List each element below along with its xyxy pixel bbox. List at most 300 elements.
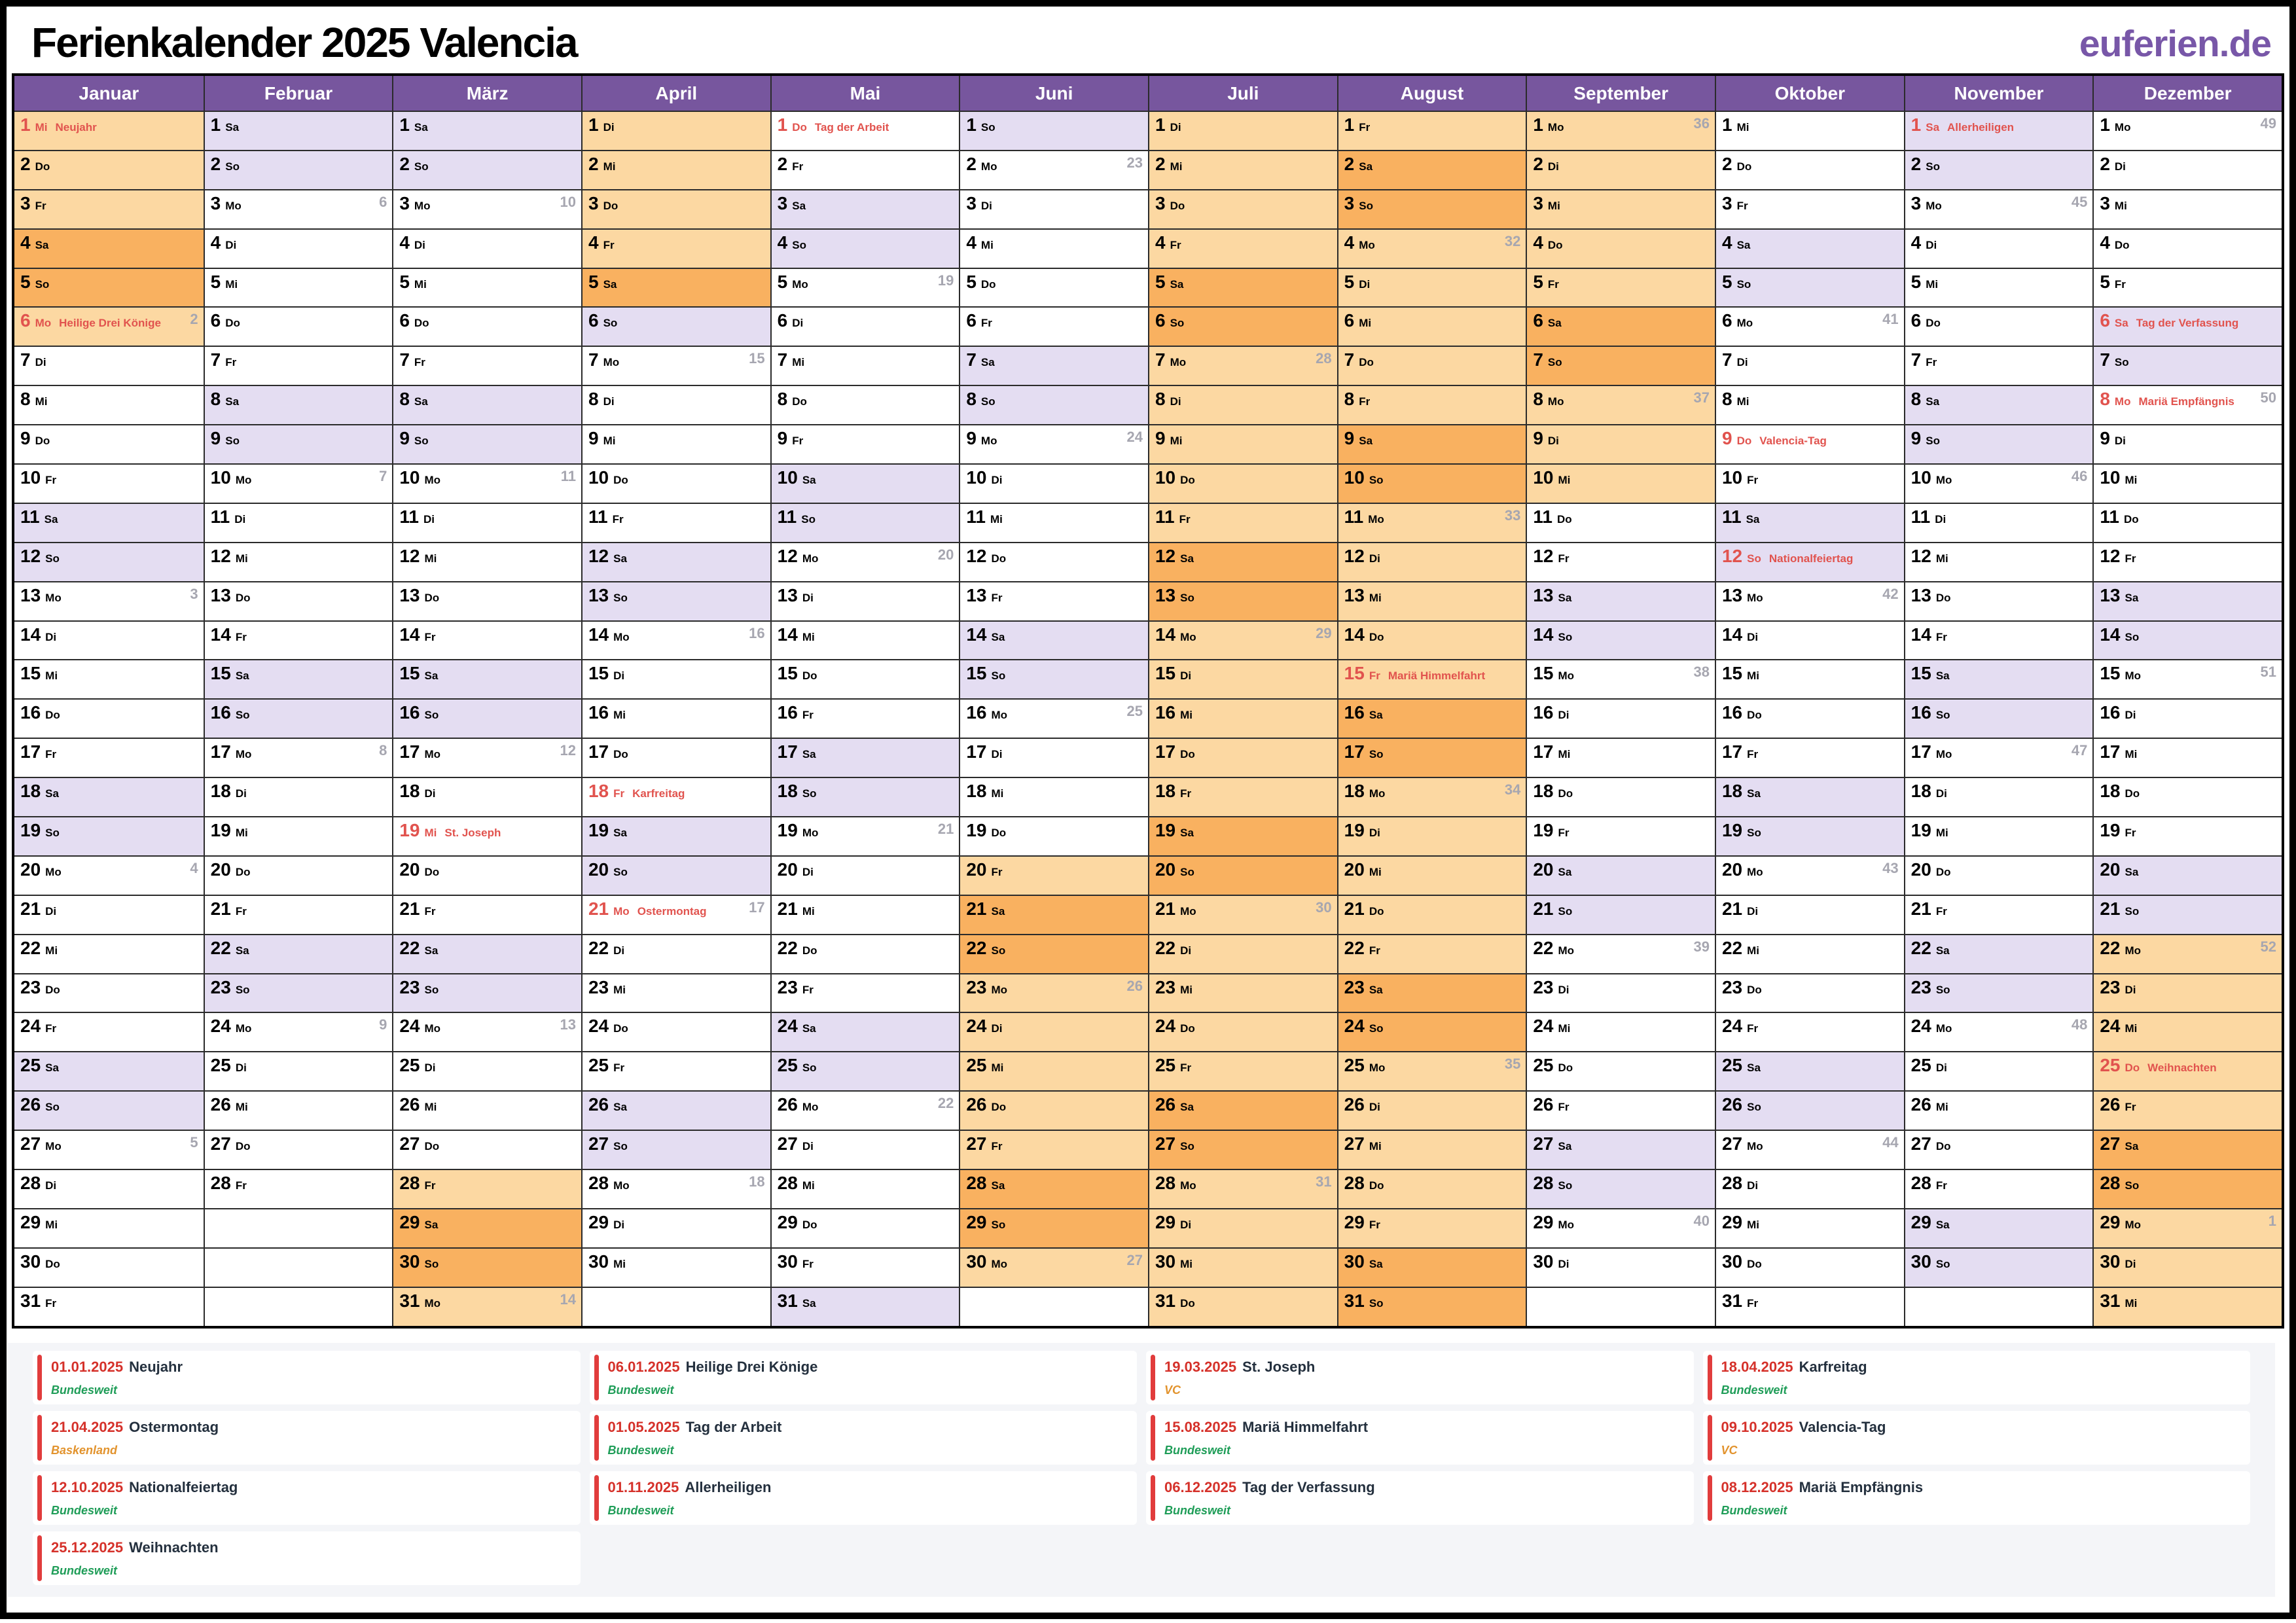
day-number: 1: [1155, 115, 1166, 135]
holiday-label: Mariä Empfängnis: [2138, 395, 2234, 408]
weekday-label: Di: [1369, 827, 1380, 840]
day-number: 26: [777, 1094, 798, 1115]
day-number: 2: [2100, 153, 2110, 174]
weekday-label: Fr: [991, 591, 1003, 604]
day-cell: [205, 1169, 393, 1208]
legend-holiday-name: St. Joseph: [1242, 1359, 1316, 1375]
day-cell: [1338, 581, 1526, 620]
day-number: 15: [399, 663, 420, 684]
day-number: 1: [1533, 115, 1543, 135]
day-number: 18: [588, 781, 609, 802]
day-cell: [583, 268, 770, 307]
day-cell: [1527, 228, 1715, 268]
day-number: 31: [399, 1290, 420, 1311]
day-cell: [205, 934, 393, 973]
day-cell: [1905, 1051, 2093, 1090]
week-number: 47: [2071, 742, 2088, 759]
day-number: 13: [588, 584, 609, 605]
weekday-label: Mo: [1180, 904, 1196, 918]
holiday-label: St. Joseph: [444, 827, 501, 840]
legend-item: [1703, 1471, 2251, 1525]
day-number: 12: [1533, 545, 1554, 566]
day-cell: [1149, 542, 1337, 581]
day-number: 19: [2100, 820, 2121, 841]
day-number: 30: [399, 1251, 420, 1272]
weekday-label: Mi: [414, 277, 427, 291]
day-number: 22: [1344, 937, 1365, 958]
weekday-label: Do: [225, 317, 240, 330]
weekday-label: Fr: [613, 787, 625, 800]
day-number: 26: [1155, 1094, 1176, 1115]
day-number: 30: [1155, 1251, 1176, 1272]
day-number: 8: [1910, 389, 1922, 410]
legend-scope: VC: [1164, 1383, 1181, 1397]
day-cell: [2094, 698, 2282, 738]
weekday-label: Sa: [1359, 435, 1373, 448]
day-cell: [393, 111, 581, 150]
week-number: 16: [749, 624, 765, 641]
weekday-label: Mo: [613, 904, 630, 918]
weekday-label: Fr: [45, 1022, 57, 1035]
day-number: 17: [210, 741, 231, 762]
week-number: 22: [937, 1095, 954, 1112]
weekday-label: Mo: [1747, 865, 1763, 878]
day-cell: [772, 1130, 960, 1169]
day-number: 3: [1910, 192, 1922, 213]
weekday-label: Fr: [1747, 1296, 1759, 1310]
legend-holiday-name: Tag der Verfassung: [1242, 1479, 1375, 1495]
weekday-label: Mi: [1935, 827, 1948, 840]
day-cell: [583, 738, 770, 777]
weekday-label: Do: [1547, 238, 1563, 251]
day-number: 6: [1344, 310, 1355, 331]
day-number: 30: [1721, 1251, 1743, 1272]
day-number: 1: [2100, 115, 2110, 135]
weekday-label: Mi: [424, 552, 437, 565]
day-cell: [393, 542, 581, 581]
day-number: 25: [399, 1055, 420, 1076]
weekday-label: Mi: [613, 1257, 626, 1270]
weekday-label: Sa: [1180, 552, 1194, 565]
weekday-label: Sa: [45, 1061, 59, 1075]
day-number: 6: [777, 310, 788, 331]
week-number: 18: [749, 1173, 765, 1190]
weekday-label: Sa: [802, 1296, 816, 1310]
day-cell: [1149, 150, 1337, 189]
day-cell: [1716, 1090, 1904, 1130]
day-cell: [14, 1090, 204, 1130]
day-cell: [583, 189, 770, 228]
day-number: 5: [966, 271, 977, 292]
legend-date: 19.03.2025: [1164, 1359, 1237, 1375]
weekday-label: Do: [2123, 512, 2139, 526]
weekday-label: Sa: [44, 512, 58, 526]
day-cell: [1905, 1012, 2093, 1051]
weekday-label: So: [1369, 748, 1384, 761]
weekday-label: Mi: [235, 552, 248, 565]
day-cell: [393, 228, 581, 268]
day-cell: [14, 738, 204, 777]
day-number: 23: [966, 976, 987, 997]
week-number: 8: [379, 742, 387, 759]
weekday-label: Di: [603, 121, 615, 134]
weekday-label: So: [802, 1061, 817, 1075]
day-cell: [960, 228, 1148, 268]
weekday-label: Mo: [35, 317, 52, 330]
holiday-label: Tag der Arbeit: [814, 121, 889, 134]
day-cell: [772, 1012, 960, 1051]
day-number: 11: [1721, 506, 1742, 527]
day-cell: [2094, 620, 2282, 660]
day-cell: [1149, 620, 1337, 660]
week-number: 28: [1316, 350, 1332, 367]
week-number: 4: [190, 859, 198, 876]
day-cell: [772, 1247, 960, 1287]
day-number: 16: [1910, 702, 1931, 723]
month-column: [770, 76, 960, 1326]
day-cell: [1527, 620, 1715, 660]
day-cell: [205, 189, 393, 228]
weekday-label: Do: [1558, 787, 1573, 800]
weekday-label: So: [1369, 1296, 1384, 1310]
weekday-label: Mo: [792, 277, 808, 291]
day-number: 21: [1721, 898, 1743, 919]
weekday-label: Di: [45, 904, 57, 918]
day-cell: [393, 1169, 581, 1208]
weekday-label: Sa: [792, 199, 806, 212]
day-number: 2: [399, 153, 410, 174]
day-cell: [393, 934, 581, 973]
weekday-label: Di: [424, 787, 436, 800]
day-cell: [1338, 738, 1526, 777]
day-number: 3: [966, 192, 977, 213]
day-number: 13: [1910, 584, 1931, 605]
weekday-label: Di: [1180, 944, 1192, 957]
week-number: 9: [379, 1016, 387, 1033]
weekday-label: Mi: [45, 944, 58, 957]
weekday-label: Sa: [1359, 160, 1373, 173]
day-cell: [2094, 816, 2282, 855]
weekday-label: Sa: [1180, 827, 1194, 840]
weekday-label: So: [1180, 865, 1194, 878]
day-number: 25: [1344, 1055, 1365, 1076]
day-cell: [772, 698, 960, 738]
day-number: 23: [399, 976, 420, 997]
day-cell: [1716, 542, 1904, 581]
weekday-label: Mi: [1547, 199, 1560, 212]
weekday-label: So: [1747, 1101, 1761, 1114]
day-number: 22: [1721, 937, 1743, 958]
day-cell: [960, 816, 1148, 855]
day-number: 21: [399, 898, 420, 919]
day-cell: [14, 1130, 204, 1169]
day-cell: [1716, 1247, 1904, 1287]
weekday-label: Mi: [1558, 1022, 1571, 1035]
weekday-label: Di: [613, 1218, 625, 1231]
day-cell: [583, 503, 770, 542]
day-cell: [1149, 973, 1337, 1012]
day-number: 21: [777, 898, 798, 919]
week-number: 29: [1316, 624, 1332, 641]
day-cell: [1149, 816, 1337, 855]
day-cell: [1149, 738, 1337, 777]
weekday-label: Di: [1926, 238, 1937, 251]
legend-item-title-row: [1721, 1359, 2240, 1376]
weekday-label: Mi: [2125, 748, 2138, 761]
week-number: 15: [749, 350, 765, 367]
day-number: 26: [588, 1094, 609, 1115]
day-cell: [1338, 1247, 1526, 1287]
day-cell: [772, 777, 960, 816]
day-cell: [960, 659, 1148, 698]
day-number: 28: [399, 1173, 420, 1194]
day-number: 30: [588, 1251, 609, 1272]
day-cell: [583, 1012, 770, 1051]
weekday-label: Mo: [1359, 238, 1375, 251]
day-cell: [1905, 1090, 2093, 1130]
weekday-label: Do: [1180, 1022, 1195, 1035]
day-cell: [1716, 1169, 1904, 1208]
weekday-label: Do: [235, 591, 251, 604]
weekday-label: So: [1170, 317, 1185, 330]
day-number: 18: [1910, 781, 1931, 802]
day-number: 27: [777, 1133, 798, 1154]
day-cell: [1527, 503, 1715, 542]
weekday-label: Fr: [1558, 552, 1570, 565]
day-number: 25: [1155, 1055, 1176, 1076]
weekday-label: Mo: [1547, 395, 1564, 408]
day-number: 21: [20, 898, 41, 919]
weekday-label: So: [792, 238, 806, 251]
legend-item: [1146, 1471, 1694, 1525]
day-number: 25: [588, 1055, 609, 1076]
weekday-label: Do: [45, 709, 60, 722]
weekday-label: Mo: [1558, 669, 1575, 683]
day-cell: [1716, 1130, 1904, 1169]
day-number: 15: [1533, 663, 1554, 684]
weekday-label: Mi: [2125, 474, 2138, 487]
day-number: 2: [20, 153, 31, 174]
day-number: 2: [1721, 153, 1732, 174]
weekday-label: Sa: [603, 277, 617, 291]
weekday-label: Sa: [1747, 787, 1761, 800]
day-cell: [1716, 620, 1904, 660]
day-cell: [205, 306, 393, 346]
day-number: 12: [1344, 545, 1365, 566]
day-cell: [2094, 1090, 2282, 1130]
day-number: 17: [399, 741, 420, 762]
holiday-label: Tag der Verfassung: [2136, 317, 2239, 330]
day-cell: [1149, 1287, 1337, 1326]
day-cell: [1527, 1247, 1715, 1287]
day-cell: [2094, 738, 2282, 777]
weekday-label: Fr: [45, 1296, 57, 1310]
day-cell: [1716, 738, 1904, 777]
day-cell: [1905, 777, 2093, 816]
day-cell: [205, 620, 393, 660]
weekday-label: Do: [35, 435, 50, 448]
day-cell: [1527, 738, 1715, 777]
day-number: 26: [1721, 1094, 1743, 1115]
weekday-label: Mo: [613, 630, 630, 643]
day-cell: [2094, 346, 2282, 385]
legend-holiday-name: Nationalfeiertag: [129, 1479, 238, 1495]
day-cell: [1905, 503, 2093, 542]
weekday-label: Do: [1935, 1140, 1951, 1153]
day-number: 7: [1533, 349, 1543, 370]
day-cell: [772, 111, 960, 150]
day-cell: [772, 189, 960, 228]
weekday-label: Di: [2125, 1257, 2136, 1270]
day-cell: [583, 463, 770, 503]
day-number: 9: [399, 428, 410, 449]
weekday-label: So: [613, 591, 628, 604]
day-cell: [960, 268, 1148, 307]
day-number: 25: [2100, 1055, 2121, 1076]
day-number: 26: [399, 1094, 420, 1115]
weekday-label: Do: [45, 983, 60, 996]
legend-holiday-name: Mariä Himmelfahrt: [1242, 1419, 1369, 1435]
day-number: 28: [1344, 1173, 1365, 1194]
day-cell: [1716, 111, 1904, 150]
weekday-label: Do: [991, 552, 1007, 565]
weekday-label: So: [235, 983, 250, 996]
day-cell: [1527, 150, 1715, 189]
site-logo[interactable]: euferien.de: [2079, 23, 2271, 65]
day-number: 29: [1344, 1211, 1365, 1232]
day-cell: [772, 268, 960, 307]
day-number: 14: [2100, 624, 2121, 645]
day-number: 10: [966, 467, 987, 488]
day-number: 11: [2100, 506, 2119, 527]
day-number: 3: [777, 192, 788, 213]
day-cell: [772, 895, 960, 934]
month-header: August: [1338, 76, 1526, 111]
day-number: 13: [2100, 584, 2121, 605]
day-cell: [1716, 189, 1904, 228]
legend-holiday-name: Neujahr: [129, 1359, 183, 1375]
weekday-label: Do: [1935, 591, 1951, 604]
day-cell: [393, 738, 581, 777]
day-cell: [1905, 1247, 2093, 1287]
day-number: 7: [210, 349, 221, 370]
day-number: 19: [1910, 820, 1931, 841]
weekday-label: Mo: [802, 552, 819, 565]
weekday-label: Mi: [2125, 1022, 2138, 1035]
weekday-label: Do: [991, 827, 1007, 840]
day-cell: [1527, 111, 1715, 150]
legend-holiday-name: Valencia-Tag: [1799, 1419, 1886, 1435]
day-number: 6: [1910, 310, 1922, 331]
day-number: 12: [1721, 545, 1743, 566]
day-cell: [960, 189, 1148, 228]
weekday-label: Fr: [613, 1061, 625, 1075]
day-cell: [772, 738, 960, 777]
week-number: 41: [1882, 311, 1899, 328]
weekday-label: So: [801, 512, 816, 526]
weekday-label: Fr: [792, 435, 804, 448]
day-cell: [1716, 1287, 1904, 1326]
day-number: 10: [399, 467, 420, 488]
day-cell: [1149, 189, 1337, 228]
day-cell: [205, 1051, 393, 1090]
day-cell: [583, 659, 770, 698]
weekday-label: Mo: [1736, 317, 1753, 330]
day-number: 20: [1155, 859, 1176, 880]
day-cell: [1338, 1169, 1526, 1208]
day-number: 25: [1910, 1055, 1931, 1076]
month-header: Mai: [772, 76, 960, 111]
weekday-label: Sa: [1369, 1257, 1383, 1270]
weekday-label: Fr: [1747, 474, 1759, 487]
weekday-label: Do: [980, 277, 996, 291]
day-cell: [14, 306, 204, 346]
empty-day-cell: [583, 1287, 770, 1326]
weekday-label: Mi: [991, 787, 1004, 800]
weekday-label: Mi: [1170, 435, 1183, 448]
day-number: 22: [1910, 937, 1931, 958]
weekday-label: Sa: [1558, 1140, 1572, 1153]
day-number: 28: [2100, 1173, 2121, 1194]
day-number: 20: [210, 859, 231, 880]
weekday-label: Di: [35, 356, 46, 369]
day-number: 9: [1155, 428, 1166, 449]
day-number: 1: [210, 115, 221, 135]
empty-day-cell: [1905, 1287, 2093, 1326]
day-cell: [1338, 189, 1526, 228]
day-cell: [1905, 111, 2093, 150]
day-cell: [960, 698, 1148, 738]
day-number: 15: [1721, 663, 1743, 684]
weekday-label: So: [991, 1218, 1006, 1231]
day-cell: [772, 934, 960, 973]
weekday-label: Mo: [1369, 1061, 1386, 1075]
day-number: 22: [2100, 937, 2121, 958]
day-cell: [772, 1051, 960, 1090]
weekday-label: Mi: [1926, 277, 1939, 291]
day-cell: [583, 1051, 770, 1090]
day-cell: [1527, 542, 1715, 581]
weekday-label: Mo: [1935, 474, 1952, 487]
holiday-legend: [8, 1343, 2275, 1597]
weekday-label: So: [424, 983, 439, 996]
day-number: 19: [588, 820, 609, 841]
legend-date: 06.01.2025: [607, 1359, 680, 1375]
day-cell: [1527, 346, 1715, 385]
week-number: 20: [937, 546, 954, 563]
weekday-label: Do: [1747, 1257, 1762, 1270]
month-column: [204, 76, 393, 1326]
day-number: 31: [2100, 1290, 2121, 1311]
day-number: 13: [20, 584, 41, 605]
legend-item: [33, 1411, 581, 1465]
day-cell: [1338, 973, 1526, 1012]
day-cell: [1338, 698, 1526, 738]
weekday-label: Mo: [991, 1257, 1008, 1270]
week-number: 39: [1693, 938, 1710, 955]
day-cell: [393, 620, 581, 660]
weekday-label: Fr: [1547, 277, 1559, 291]
day-cell: [14, 463, 204, 503]
day-cell: [1716, 1051, 1904, 1090]
day-cell: [1338, 855, 1526, 895]
day-cell: [393, 777, 581, 816]
legend-date: 01.01.2025: [51, 1359, 124, 1375]
day-cell: [583, 542, 770, 581]
day-number: 12: [777, 545, 798, 566]
day-cell: [2094, 973, 2282, 1012]
day-number: 17: [966, 741, 987, 762]
